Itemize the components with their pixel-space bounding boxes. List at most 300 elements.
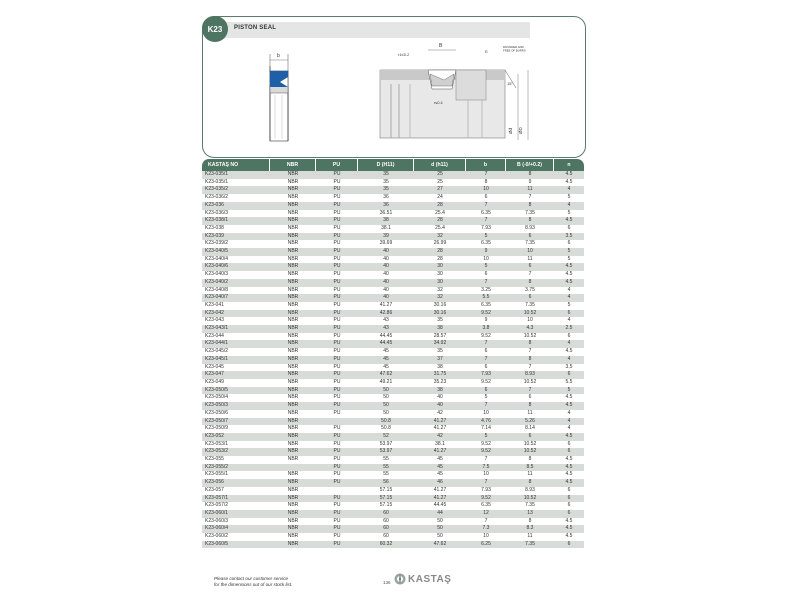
cell-D: 43 [358, 325, 414, 333]
cell-kastas-no: K23-036/3 [202, 210, 270, 218]
product-code-badge: K23 [202, 16, 228, 42]
cell-D: 57.15 [358, 495, 414, 503]
cell-d: 35.23 [414, 379, 466, 387]
table-row [202, 233, 584, 241]
cell-d: 44.45 [414, 502, 466, 510]
cell-d: 31.75 [414, 371, 466, 379]
cell-b: 5 [466, 433, 506, 441]
cell-kastas-no: K23-060/4 [202, 525, 270, 533]
cell-nbr: NBR [270, 510, 316, 518]
cell-kastas-no: K23-060/2 [202, 533, 270, 541]
cell-D: 44.45 [358, 333, 414, 341]
cell-d: 30 [414, 263, 466, 271]
cell-b: 7.3 [466, 525, 506, 533]
cell-b: 7 [466, 171, 506, 179]
cell-n: 4.5 [554, 263, 584, 271]
cell-b: 6.35 [466, 240, 506, 248]
cell-D: 57.15 [358, 487, 414, 495]
cell-B: 8.93 [506, 225, 554, 233]
table-row [202, 302, 584, 310]
cell-d: 41.27 [414, 495, 466, 503]
cell-pu: PU [316, 263, 358, 271]
cell-d: 28 [414, 202, 466, 210]
cell-pu: PU [316, 194, 358, 202]
cell-pu: PU [316, 471, 358, 479]
cell-D: 41.27 [358, 302, 414, 310]
seal-section-drawing [270, 53, 288, 141]
table-row [202, 448, 584, 456]
cell-B: 8 [506, 456, 554, 464]
table-row [202, 402, 584, 410]
cell-n: 4 [554, 202, 584, 210]
cell-b: 6 [466, 364, 506, 372]
housing-drawing [380, 43, 528, 140]
table-row [202, 441, 584, 449]
catalog-page [200, 14, 586, 594]
cell-pu: PU [316, 541, 358, 549]
col-header-D: D (H11) [358, 159, 414, 171]
dim-d-label: Ød [508, 127, 513, 134]
cell-b: 6 [466, 348, 506, 356]
cell-pu: PU [316, 441, 358, 449]
cell-d: 35 [414, 317, 466, 325]
cell-B: 8.93 [506, 487, 554, 495]
cell-n: 4.5 [554, 394, 584, 402]
cell-B: 8 [506, 202, 554, 210]
cell-nbr: NBR [270, 179, 316, 187]
cell-nbr: NBR [270, 317, 316, 325]
cell-pu: PU [316, 387, 358, 395]
cell-kastas-no: K23-060/1 [202, 510, 270, 518]
cell-pu [316, 487, 358, 495]
cell-kastas-no: K23-055/2 [202, 464, 270, 472]
cell-n: 4.5 [554, 471, 584, 479]
cell-b: 5 [466, 233, 506, 241]
cell-nbr: NBR [270, 487, 316, 495]
cell-d: 50 [414, 525, 466, 533]
cell-b: 7 [466, 217, 506, 225]
cell-D: 40 [358, 248, 414, 256]
angle-label: 15° [507, 81, 514, 86]
cell-pu: PU [316, 518, 358, 526]
cell-pu: PU [316, 448, 358, 456]
cell-D: 55 [358, 464, 414, 472]
cell-b: 6.35 [466, 502, 506, 510]
cell-pu: PU [316, 271, 358, 279]
cell-B: 11 [506, 410, 554, 418]
footer-note [214, 576, 292, 588]
kastas-logo-icon [394, 573, 406, 585]
cell-d: 41.27 [414, 487, 466, 495]
cell-pu: PU [316, 256, 358, 264]
table-body [202, 171, 584, 548]
cell-nbr: NBR [270, 418, 316, 426]
cell-b: 3.8 [466, 325, 506, 333]
cell-B: 6 [506, 263, 554, 271]
cell-kastas-no: K23-039/2 [202, 240, 270, 248]
table-row [202, 495, 584, 503]
cell-d: 28 [414, 217, 466, 225]
col-header-nbr: NBR [270, 159, 316, 171]
cell-b: 6.35 [466, 302, 506, 310]
cell-D: 40 [358, 279, 414, 287]
cell-kastas-no: K23-050/9 [202, 425, 270, 433]
brand-name: KASTAŞ [408, 573, 452, 585]
table-row [202, 502, 584, 510]
cell-B: 10.52 [506, 310, 554, 318]
cell-d: 30.16 [414, 302, 466, 310]
table-row [202, 541, 584, 549]
cell-nbr: NBR [270, 248, 316, 256]
cell-D: 49.21 [358, 379, 414, 387]
cell-D: 40 [358, 263, 414, 271]
cell-nbr: NBR [270, 433, 316, 441]
cell-nbr: NBR [270, 194, 316, 202]
table-row [202, 179, 584, 187]
cell-pu: PU [316, 240, 358, 248]
table-row [202, 210, 584, 218]
cell-pu: PU [316, 333, 358, 341]
cell-kastas-no: K23-055 [202, 456, 270, 464]
cell-n: 4 [554, 317, 584, 325]
cell-D: 56 [358, 479, 414, 487]
cell-kastas-no: K23-050/3 [202, 402, 270, 410]
cell-nbr: NBR [270, 448, 316, 456]
table-row [202, 464, 584, 472]
cell-d: 30 [414, 271, 466, 279]
table-row [202, 186, 584, 194]
cell-d: 41.27 [414, 418, 466, 426]
cell-B: 7 [506, 194, 554, 202]
cell-kastas-no: K23-044 [202, 333, 270, 341]
cell-d: 44 [414, 510, 466, 518]
cell-B: 10.52 [506, 495, 554, 503]
cell-kastas-no: K23-053/1 [202, 441, 270, 449]
table-row [202, 387, 584, 395]
cell-b: 7.93 [466, 225, 506, 233]
cell-pu: PU [316, 348, 358, 356]
table-row [202, 371, 584, 379]
cell-pu: PU [316, 325, 358, 333]
cell-D: 38 [358, 217, 414, 225]
cell-n: 6 [554, 333, 584, 341]
cell-b: 7.5 [466, 464, 506, 472]
cell-n: 4.5 [554, 433, 584, 441]
cell-B: 11 [506, 471, 554, 479]
cell-n: 4.5 [554, 456, 584, 464]
cell-d: 26.99 [414, 240, 466, 248]
cell-d: 45 [414, 471, 466, 479]
cell-nbr: NBR [270, 225, 316, 233]
cell-kastas-no: K23-045/1 [202, 356, 270, 364]
cell-b: 9 [466, 317, 506, 325]
cell-n: 4.5 [554, 171, 584, 179]
cell-n: 6 [554, 510, 584, 518]
cell-B: 8 [506, 171, 554, 179]
cell-b: 9.52 [466, 379, 506, 387]
cell-b: 9.52 [466, 310, 506, 318]
cell-b: 3.25 [466, 287, 506, 295]
r-bottom-label: r≤0.4 [434, 101, 443, 105]
cell-B: 3.75 [506, 287, 554, 295]
cell-nbr: NBR [270, 279, 316, 287]
cell-B: 6 [506, 294, 554, 302]
cell-b: 10 [466, 471, 506, 479]
cell-nbr: NBR [270, 356, 316, 364]
cell-B: 8 [506, 356, 554, 364]
cell-n: 5 [554, 210, 584, 218]
cell-n: 4.5 [554, 525, 584, 533]
cell-b: 7 [466, 456, 506, 464]
cell-pu: PU [316, 202, 358, 210]
cell-D: 45 [358, 356, 414, 364]
cell-B: 13 [506, 510, 554, 518]
cell-nbr: NBR [270, 240, 316, 248]
cell-n: 6 [554, 502, 584, 510]
cell-d: 45 [414, 464, 466, 472]
table-row [202, 394, 584, 402]
cell-n: 4 [554, 186, 584, 194]
cell-D: 35 [358, 179, 414, 187]
cell-b: 7 [466, 340, 506, 348]
cell-nbr: NBR [270, 202, 316, 210]
cell-D: 36 [358, 202, 414, 210]
cell-n: 4.5 [554, 279, 584, 287]
cell-b: 7 [466, 356, 506, 364]
cell-kastas-no: K23-035/1 [202, 171, 270, 179]
cell-kastas-no: K23-040/2 [202, 279, 270, 287]
cell-b: 10 [466, 533, 506, 541]
cell-D: 50.8 [358, 418, 414, 426]
cell-B: 7 [506, 271, 554, 279]
cell-D: 60 [358, 525, 414, 533]
table-row [202, 294, 584, 302]
table-row [202, 225, 584, 233]
cell-pu: PU [316, 310, 358, 318]
cell-pu: PU [316, 210, 358, 218]
cell-nbr: NBR [270, 525, 316, 533]
rounded-label-2: FREE OF BURRS [503, 48, 526, 53]
cell-D: 40 [358, 271, 414, 279]
table-row [202, 479, 584, 487]
cell-b: 6 [466, 194, 506, 202]
cell-b: 9.52 [466, 448, 506, 456]
cell-n: 4.5 [554, 348, 584, 356]
table-row [202, 194, 584, 202]
cell-d: 38 [414, 387, 466, 395]
cell-B: 11 [506, 533, 554, 541]
cell-b: 6 [466, 387, 506, 395]
cell-B: 7.35 [506, 302, 554, 310]
cell-d: 40 [414, 402, 466, 410]
cell-n: 4 [554, 340, 584, 348]
cell-b: 4.76 [466, 418, 506, 426]
cell-pu: PU [316, 510, 358, 518]
cell-D: 40 [358, 287, 414, 295]
cell-d: 41.27 [414, 425, 466, 433]
cell-B: 8 [506, 279, 554, 287]
cell-pu: PU [316, 294, 358, 302]
cell-B: 8 [506, 340, 554, 348]
cell-B: 4.3 [506, 325, 554, 333]
cell-pu: PU [316, 248, 358, 256]
cell-D: 55 [358, 471, 414, 479]
rounded-label-1: ROUNDED AND [503, 45, 524, 49]
cell-d: 24 [414, 194, 466, 202]
cell-n: 6 [554, 310, 584, 318]
cell-D: 60 [358, 518, 414, 526]
cell-kastas-no: K23-038/1 [202, 217, 270, 225]
cell-D: 38.1 [358, 225, 414, 233]
cell-n: 5.5 [554, 379, 584, 387]
cell-d: 50 [414, 533, 466, 541]
cell-kastas-no: K23-040/7 [202, 294, 270, 302]
cell-pu: PU [316, 186, 358, 194]
cell-d: 32 [414, 287, 466, 295]
cell-B: 10.52 [506, 441, 554, 449]
cell-n: 6 [554, 487, 584, 495]
cell-pu: PU [316, 233, 358, 241]
cell-nbr: NBR [270, 410, 316, 418]
dim-b-label: b [277, 53, 280, 59]
cell-nbr: NBR [270, 441, 316, 449]
cell-D: 60 [358, 510, 414, 518]
cell-d: 27 [414, 186, 466, 194]
cell-B: 10.52 [506, 333, 554, 341]
cell-n: 4 [554, 425, 584, 433]
cell-D: 50 [358, 402, 414, 410]
cell-n: 4.5 [554, 518, 584, 526]
table-header-row [202, 159, 584, 171]
cell-nbr: NBR [270, 495, 316, 503]
cell-d: 28 [414, 256, 466, 264]
cell-nbr: NBR [270, 171, 316, 179]
cell-b: 6.35 [466, 210, 506, 218]
cell-nbr: NBR [270, 479, 316, 487]
cell-n: 2.5 [554, 325, 584, 333]
cell-n: 4.5 [554, 271, 584, 279]
cell-b: 7 [466, 479, 506, 487]
cell-kastas-no: K23-045 [202, 364, 270, 372]
table-row [202, 333, 584, 341]
table-row [202, 456, 584, 464]
col-header-n: n [554, 159, 584, 171]
table-row [202, 256, 584, 264]
table-row [202, 533, 584, 541]
brand-logo [394, 573, 451, 585]
cell-B: 8.14 [506, 425, 554, 433]
cell-n: 4.5 [554, 179, 584, 187]
page-number: 136 [383, 580, 391, 585]
cell-kastas-no: K23-055/1 [202, 471, 270, 479]
cell-pu: PU [316, 425, 358, 433]
cell-n: 6 [554, 240, 584, 248]
table-row [202, 379, 584, 387]
cell-b: 9.52 [466, 495, 506, 503]
cell-n: 6 [554, 441, 584, 449]
cell-D: 36 [358, 194, 414, 202]
cell-D: 45 [358, 364, 414, 372]
cell-pu: PU [316, 356, 358, 364]
cell-d: 32 [414, 233, 466, 241]
cell-D: 47.62 [358, 371, 414, 379]
cell-D: 55 [358, 456, 414, 464]
cell-b: 6 [466, 271, 506, 279]
technical-drawing [200, 14, 586, 156]
table-row [202, 240, 584, 248]
cell-pu: PU [316, 340, 358, 348]
table-row [202, 425, 584, 433]
cell-D: 44.45 [358, 340, 414, 348]
cell-B: 7.35 [506, 541, 554, 549]
cell-B: 8.5 [506, 464, 554, 472]
cell-kastas-no: K23-040/4 [202, 256, 270, 264]
cell-B: 8 [506, 217, 554, 225]
cell-nbr: NBR [270, 310, 316, 318]
table-row [202, 348, 584, 356]
dimensions-table [202, 159, 584, 548]
table-row [202, 433, 584, 441]
cell-b: 7.93 [466, 371, 506, 379]
cell-n: 4 [554, 356, 584, 364]
cell-d: 25 [414, 171, 466, 179]
cell-kastas-no: K23-042 [202, 310, 270, 318]
table-row [202, 202, 584, 210]
cell-d: 38.1 [414, 441, 466, 449]
cell-B: 7.35 [506, 240, 554, 248]
cell-n: 4.5 [554, 464, 584, 472]
cell-b: 10 [466, 256, 506, 264]
cell-pu: PU [316, 364, 358, 372]
cell-kastas-no: K23-049 [202, 379, 270, 387]
cell-nbr: NBR [270, 394, 316, 402]
cell-n: 4 [554, 294, 584, 302]
table-row [202, 471, 584, 479]
cell-n: 5 [554, 194, 584, 202]
cell-b: 10 [466, 186, 506, 194]
cell-d: 34.92 [414, 340, 466, 348]
cell-D: 35 [358, 186, 414, 194]
cell-D: 57.15 [358, 502, 414, 510]
cell-nbr: NBR [270, 340, 316, 348]
cell-B: 5.26 [506, 418, 554, 426]
cell-D: 36.51 [358, 210, 414, 218]
col-header-d: d (h11) [414, 159, 466, 171]
cell-b: 7.14 [466, 425, 506, 433]
cell-nbr: NBR [270, 387, 316, 395]
table-row [202, 340, 584, 348]
cell-kastas-no: K23-057/2 [202, 502, 270, 510]
cell-n: 4.5 [554, 402, 584, 410]
cell-B: 7 [506, 387, 554, 395]
cell-pu: PU [316, 371, 358, 379]
cell-kastas-no: K23-053/2 [202, 448, 270, 456]
cell-B: 8.93 [506, 371, 554, 379]
col-header-B: B (-0/+0.2) [506, 159, 554, 171]
cell-n: 6 [554, 495, 584, 503]
table-row [202, 310, 584, 318]
cell-n: 5 [554, 256, 584, 264]
cell-B: 7 [506, 364, 554, 372]
cell-d: 25.4 [414, 225, 466, 233]
cell-D: 40 [358, 256, 414, 264]
cell-D: 39.69 [358, 240, 414, 248]
cell-nbr: NBR [270, 533, 316, 541]
cell-n: 5 [554, 248, 584, 256]
table-row [202, 279, 584, 287]
cell-pu: PU [316, 402, 358, 410]
cell-kastas-no: K23-040/8 [202, 287, 270, 295]
